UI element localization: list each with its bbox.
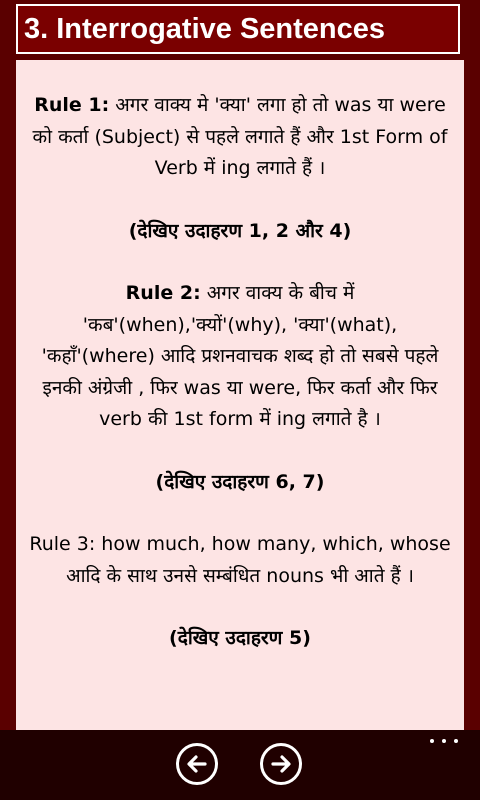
ellipsis-icon [442, 739, 446, 743]
ellipsis-icon [454, 739, 458, 743]
app-bar [0, 730, 480, 800]
example-ref-3: (देखिए उदाहरण 5) [169, 627, 311, 649]
rule-1-label: Rule 1: [34, 94, 110, 116]
ellipsis-icon [430, 739, 434, 743]
rule-2-label: Rule 2: [125, 282, 201, 304]
content-panel [16, 60, 464, 730]
previous-button[interactable] [176, 743, 218, 785]
rule-1 [24, 90, 456, 185]
rule-1-text: अगर वाक्य मे 'क्या' लगा हो तो was या were को कर्ता (Subject) से पहले लगाते हैं और 1st Form of Verb में ing लगाते हैं । [32, 94, 448, 179]
example-ref-1: (देखिए उदाहरण 1, 2 और 4) [128, 219, 352, 242]
more-options-button[interactable] [430, 736, 458, 746]
arrow-left-circle-icon [179, 746, 215, 782]
arrow-right-circle-icon [263, 746, 299, 782]
example-ref-2: (देखिए उदाहरण 6, 7) [155, 470, 325, 493]
page-title: 3. Interrogative Sentences [16, 4, 460, 54]
rule-2-text: अगर वाक्य के बीच में 'कब'(when),'क्यों'(why), 'क्या'(what), 'कहाँ'(where) आदि प्रशनवाचक शब्द हो तो सबसे पहले इनकी अंग्रेजी , फिर was या were, फिर कर्ता और फिर verb की 1st form में ing लगाते है । [41, 282, 439, 430]
rule-2 [24, 278, 456, 436]
rule-3: Rule 3: how much, how many, which, whose आदि के साथ उनसे सम्बंधित nouns भी आते हैं । [29, 533, 451, 587]
next-button[interactable] [260, 743, 302, 785]
